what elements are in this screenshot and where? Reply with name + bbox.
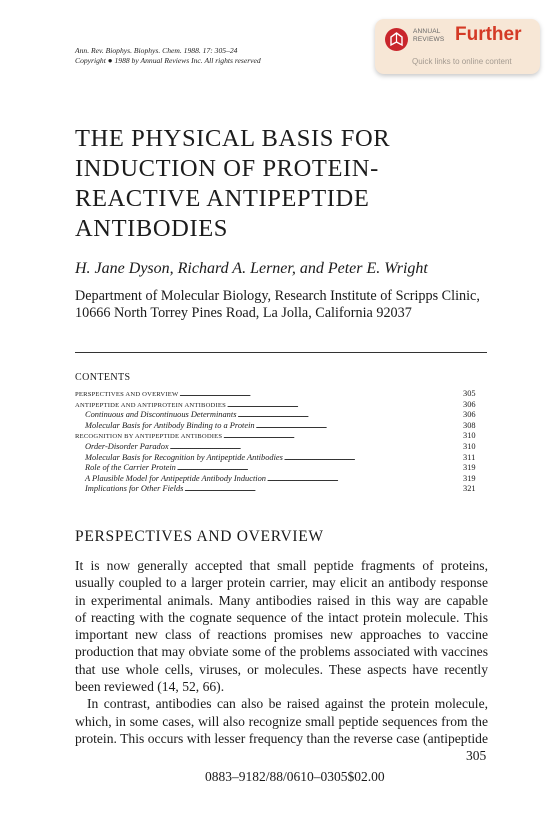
toc-entry[interactable] (75, 389, 487, 400)
bullet-icon: ● (107, 56, 113, 65)
toc-entry-title: ANTIPEPTIDE AND ANTIPROTEIN ANTIBODIES (75, 401, 227, 409)
reviews-label: REVIEWS (413, 35, 445, 43)
affiliation (75, 288, 495, 322)
body-line: important new class of reactions promises new approaches to vaccine (75, 627, 488, 643)
toc-entry-page: 319 (463, 473, 476, 483)
toc-leader (170, 442, 455, 453)
toc-entry-title: RECOGNITION BY ANTIPEPTIDE ANTIBODIES (75, 433, 223, 441)
toc-entry-title: Order-Disorder Paradox (85, 441, 169, 451)
toc-entry-page: 319 (463, 463, 476, 473)
toc-entry-title: Molecular Basis for Antibody Binding to a Protein (85, 420, 255, 430)
toc-entry[interactable] (75, 453, 487, 464)
toc-entry[interactable] (75, 400, 487, 411)
toc-entry-page: 310 (463, 431, 476, 441)
toc-leader (227, 400, 455, 411)
table-of-contents (75, 389, 487, 495)
toc-entry-page: 306 (463, 410, 476, 420)
copyright-holder: 1988 by Annual Reviews Inc. All rights reserved (114, 56, 261, 65)
toc-entry-page: 321 (463, 484, 476, 494)
title-line: THE PHYSICAL BASIS FOR (75, 125, 391, 152)
divider (75, 352, 487, 353)
journal-line-2 (75, 56, 261, 66)
body-line: It is now generally accepted that small peptide fragments of proteins, (75, 558, 488, 573)
toc-entry-page: 308 (463, 420, 476, 430)
affiliation-line: Department of Molecular Biology, Research Institute of Scripps Clinic, (75, 288, 480, 304)
toc-entry[interactable] (75, 463, 487, 474)
journal-line-1: Ann. Rev. Biophys. Biophys. Chem. 1988. 17: 305–24 (75, 46, 238, 55)
authors: H. Jane Dyson, Richard A. Lerner, and Peter E. Wright (75, 260, 428, 277)
journal-citation (75, 46, 261, 66)
contents-heading: CONTENTS (75, 372, 131, 383)
title-line: ANTIBODIES (75, 215, 228, 242)
toc-entry-page: 306 (463, 399, 476, 409)
toc-entry[interactable] (75, 421, 487, 432)
toc-entry-title: Molecular Basis for Recognition by Antipeptide Antibodies (85, 452, 283, 462)
toc-entry[interactable] (75, 410, 487, 421)
body-line: of reacting with the cognate sequence of the intact protein molecule. This (75, 609, 488, 625)
toc-entry-title: Continuous and Discontinuous Determinants (85, 410, 237, 420)
body-line: protein. This occurs with lesser frequency than the reverse case (antipeptide (75, 730, 488, 746)
toc-entry-page: 311 (463, 452, 476, 462)
toc-leader (237, 410, 455, 421)
further-label: Further (455, 24, 522, 45)
toc-entry[interactable] (75, 484, 487, 495)
body-line: usually coupled to a larger protein carrier, may elicit an antibody response (75, 575, 488, 591)
footer-code: 0883–9182/88/0610–0305$02.00 (205, 769, 385, 784)
toc-entry-title: PERSPECTIVES AND OVERVIEW (75, 391, 179, 398)
toc-entry-page: 305 (463, 389, 476, 398)
toc-entry-title: Implications for Other Fields (85, 484, 184, 494)
toc-leader (177, 463, 455, 474)
toc-leader (184, 484, 455, 495)
annual-reviews-logo-icon (385, 28, 408, 51)
affiliation-line: 10666 North Torrey Pines Road, La Jolla, California 92037 (75, 305, 412, 321)
toc-leader (179, 389, 455, 400)
body-line: which, in some cases, will also recognize small peptide sequences from the (75, 713, 488, 729)
toc-entry-title: A Plausible Model for Antipeptide Antibody Induction (85, 473, 266, 483)
toc-leader (284, 453, 455, 464)
toc-entry[interactable] (75, 474, 487, 485)
body-line: In contrast, antibodies can also be raised against the protein molecule, (87, 696, 488, 712)
toc-leader (223, 431, 455, 442)
article-title (75, 124, 475, 244)
further-tagline: Quick links to online content (412, 57, 512, 66)
body-line: in experimental animals. Many antibodies raised in this way are capable (75, 592, 488, 608)
title-line: INDUCTION OF PROTEIN- (75, 155, 379, 182)
further-badge[interactable] (375, 19, 540, 74)
copyright-label: Copyright (75, 56, 106, 65)
body-line: production that may obviate some of the problems associated with vaccines (75, 644, 488, 660)
body-line: been reviewed (14, 52, 66). (75, 679, 225, 695)
annual-reviews-wordmark (413, 28, 444, 43)
toc-entry-title: Role of the Carrier Protein (85, 463, 176, 473)
page-number: 305 (466, 748, 487, 763)
toc-entry[interactable] (75, 442, 487, 453)
body-text (75, 557, 488, 747)
body-line: that use whole cells, viruses, or molecules. These aspects have recently (75, 661, 488, 677)
section-heading: PERSPECTIVES AND OVERVIEW (75, 528, 324, 545)
toc-entry[interactable] (75, 431, 487, 442)
title-line: REACTIVE ANTIPEPTIDE (75, 185, 370, 212)
toc-leader (256, 421, 455, 432)
annual-label: ANNUAL (413, 28, 441, 35)
toc-leader (267, 474, 455, 485)
toc-entry-page: 310 (463, 441, 476, 451)
